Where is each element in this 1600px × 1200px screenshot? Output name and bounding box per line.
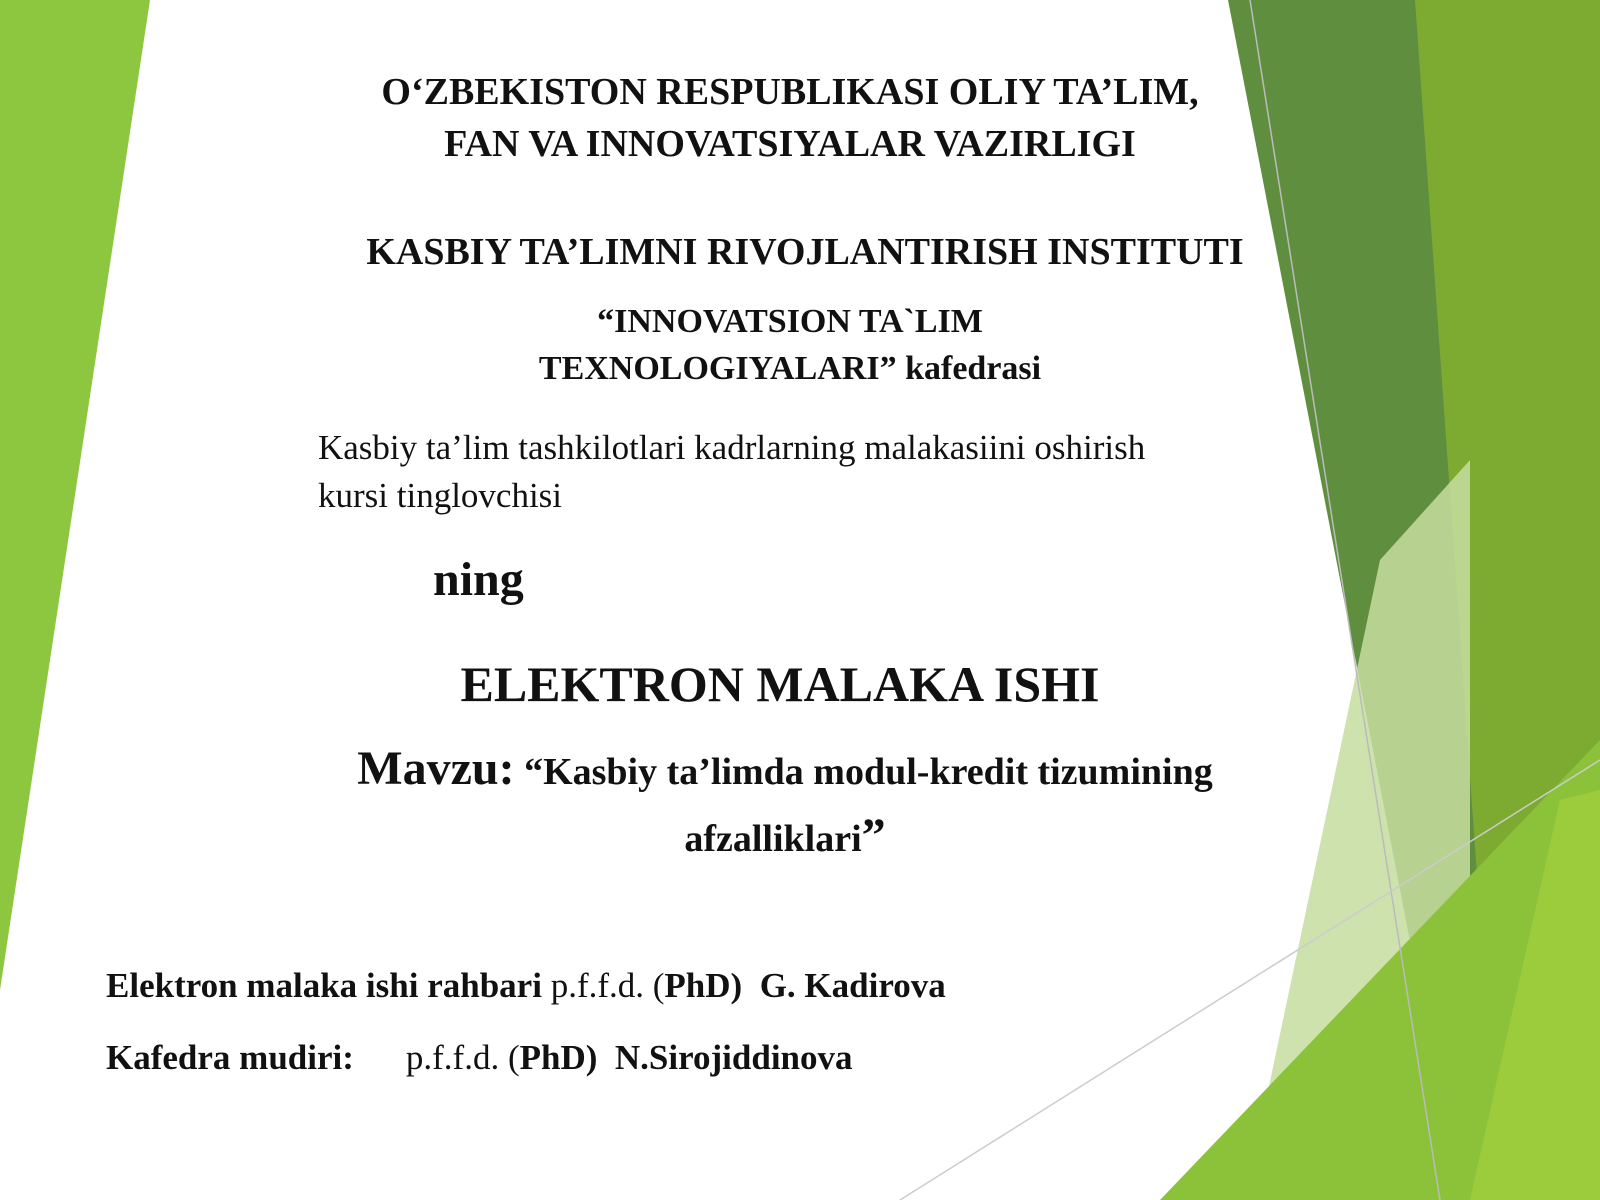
topic-text-2: afzalliklari [684, 818, 862, 860]
department-line-1: “INNOVATSION TA`LIM [597, 303, 983, 340]
topic-close-quote: ” [861, 809, 886, 862]
head-credit [106, 1035, 853, 1081]
ministry-line-1: O‘ZBEKISTON RESPUBLIKASI OLIY TA’LIM, [381, 71, 1199, 113]
department-title [340, 298, 1240, 392]
supervisor-label: Elektron malaka ishi rahbari [106, 966, 542, 1005]
supervisor-name: G. Kadirova [759, 966, 946, 1005]
supervisor-phd: PhD) [664, 966, 743, 1005]
head-phd: PhD) [519, 1038, 598, 1077]
listener-description [318, 424, 1298, 520]
ministry-line-2: FAN VA INNOVATSIYALAR VAZIRLIGI [444, 123, 1136, 165]
topic-line-2 [270, 804, 1300, 871]
topic-label: Mavzu: [357, 742, 515, 795]
topic [270, 737, 1300, 871]
work-title: ELEKTRON MALAKA ISHI [460, 656, 1100, 712]
listener-line-1: Kasbiy ta’lim tashkilotlari kadrlarning malakasiini oshirish [318, 428, 1146, 467]
listener-line-2: kursi tinglovchisi [318, 476, 563, 515]
institute-title: KASBIY TA’LIMNI RIVOJLANTIRISH INSTITUTI [366, 231, 1244, 273]
head-label: Kafedra mudiri: [106, 1038, 354, 1077]
head-degree: p.f.f.d. ( [405, 1038, 520, 1077]
ning-word: ning [433, 553, 524, 606]
supervisor-credit [106, 963, 946, 1009]
topic-line-1 [270, 737, 1300, 804]
head-name: N.Sirojiddinova [614, 1038, 853, 1077]
supervisor-degree: p.f.f.d. ( [550, 966, 665, 1005]
ministry-title [240, 66, 1340, 170]
department-line-2: TEXNOLOGIYALARI” kafedrasi [538, 350, 1042, 387]
topic-text-1: “Kasbiy ta’limda modul-kredit tizumining [524, 751, 1213, 793]
